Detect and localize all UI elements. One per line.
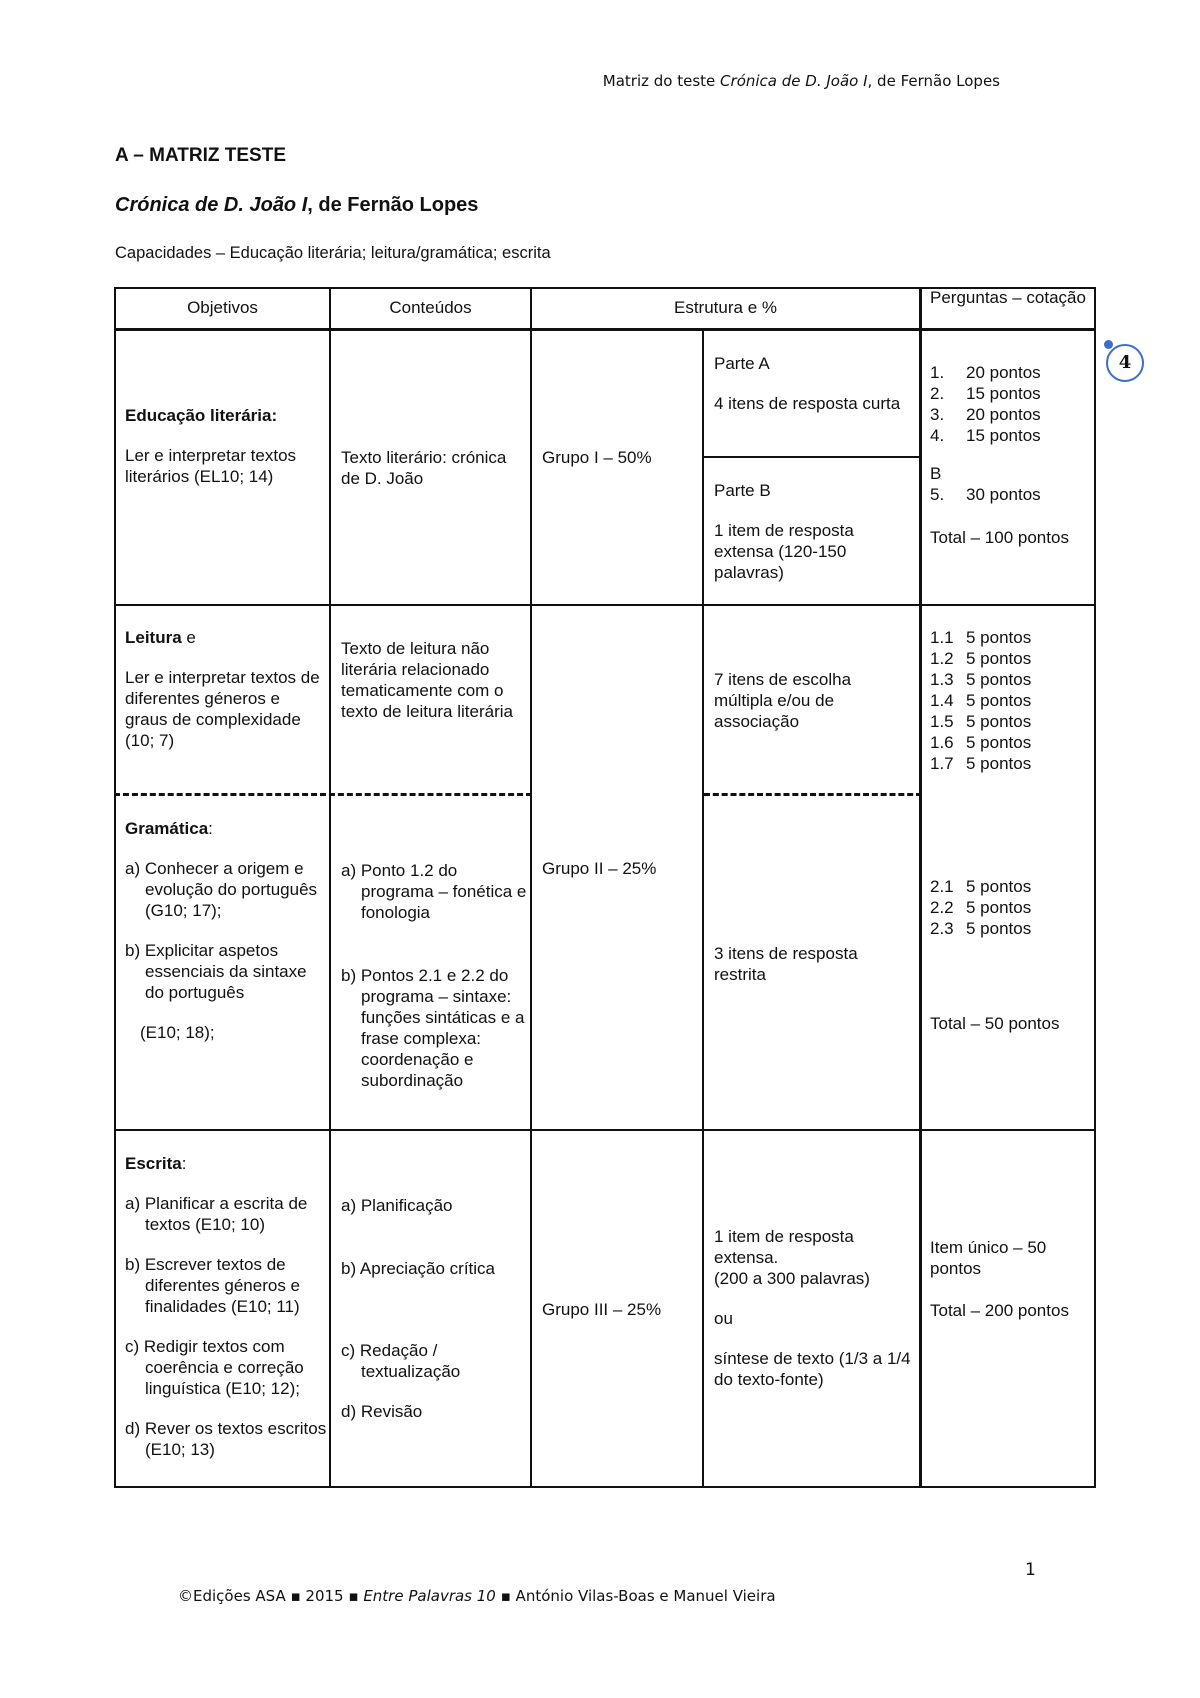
row3-cont-b: b) Pontos 2.1 e 2.2 do programa – sintaxe: funções sintáticas e a frase complexa: coordenação e subordinação	[341, 966, 525, 1090]
header-prefix: Matriz do teste	[602, 72, 721, 90]
col2-divider	[530, 287, 532, 1488]
parte-b-title: Parte B	[714, 481, 771, 500]
row1-total: Total – 100 pontos	[930, 528, 1069, 547]
capacidades-line: Capacidades – Educação literária; leitura/gramática; escrita	[115, 244, 551, 262]
col3-divider-b	[702, 1130, 704, 1487]
pontos-item: 2. 15 pontos	[930, 384, 1041, 403]
parte-a-title: Parte A	[714, 354, 770, 373]
pontos-item: 5. 30 pontos	[930, 485, 1041, 504]
row4-conteudo	[341, 1195, 529, 1441]
col4-divider	[919, 287, 922, 1488]
row1-grupo: Grupo I – 50%	[542, 448, 652, 467]
row2-obj-text: Ler e interpretar textos de diferentes géneros e graus de complexidade (10; 7)	[125, 668, 320, 750]
header-title: Crónica de D. João I	[720, 72, 868, 90]
page-number: 1	[1025, 1560, 1036, 1580]
row3-obj-b: b) Explicitar aspetos essenciais da sintaxe do português	[125, 941, 307, 1002]
table-right-border	[1094, 287, 1096, 1488]
row1-obj-title: Educação literária:	[125, 406, 278, 425]
pontos-item: 4. 15 pontos	[930, 426, 1041, 445]
row3-pontos	[930, 876, 1092, 1034]
col-header-perguntas: Perguntas – cotação	[930, 288, 1086, 307]
pontos-item: 1.2 5 pontos	[930, 649, 1032, 668]
row3-objetivos: Gramática: a) Conhecer a origem e evolução do português (G10; 17); b) Explicitar aspetos essenciais da sintaxe do português (E10; 18);	[125, 818, 327, 1062]
running-header	[603, 72, 1000, 90]
header-suffix: , de Fernão Lopes	[867, 72, 1000, 90]
row4-pontos-text: Item único – 50 pontos	[930, 1238, 1047, 1278]
row4-obj-d: d) Rever os textos escritos (E10; 13)	[125, 1419, 327, 1459]
row3-total: Total – 50 pontos	[930, 1014, 1060, 1033]
row3-cont-a: a) Ponto 1.2 do programa – fonética e fonologia	[341, 861, 527, 922]
col1-divider	[329, 287, 331, 1488]
table-bottom-border	[114, 1486, 1096, 1488]
col-header-conteudos: Conteúdos	[389, 298, 472, 317]
pontos-item: 3. 20 pontos	[930, 405, 1041, 424]
row4-obj-a: a) Planificar a escrita de textos (E10; 10)	[125, 1194, 308, 1234]
row4-obj-c: c) Redigir textos com coerência e correção linguística (E10; 12);	[125, 1337, 304, 1398]
header-bottom-border	[114, 328, 1096, 331]
row1-objetivos	[125, 405, 325, 506]
row1-bottom-border	[114, 604, 1096, 606]
row1-pontos	[930, 362, 1092, 548]
section-heading: A – MATRIZ TESTE	[115, 145, 286, 166]
row3-obj-a: a) Conhecer a origem e evolução do português (G10; 17);	[125, 859, 318, 920]
row2-grupo: Grupo II – 25%	[542, 859, 657, 878]
row3-obj-b2: (E10; 18);	[140, 1023, 215, 1042]
pontos-item: 2.1 5 pontos	[930, 877, 1032, 896]
row1-parte-b	[714, 480, 914, 602]
row4-grupo: Grupo III – 25%	[542, 1300, 662, 1319]
footer-part1: ©Edições ASA ▪ 2015 ▪	[178, 1587, 364, 1605]
row4-pontos	[930, 1237, 1092, 1340]
pontos-item: 1.6 5 pontos	[930, 733, 1032, 752]
parte-divider	[704, 456, 922, 458]
row4-estr-2: (200 a 300 palavras)	[714, 1269, 870, 1288]
parte-b-text: 1 item de resposta extensa (120-150 palavras)	[714, 521, 854, 582]
row2-objetivos: Leitura e Ler e interpretar textos de diferentes géneros e graus de complexidade (10; 7)	[125, 627, 327, 770]
col3-divider-a	[702, 329, 704, 1130]
page-footer	[178, 1587, 776, 1605]
pontos-item: 2.2 5 pontos	[930, 898, 1032, 917]
row4-total: Total – 200 pontos	[930, 1301, 1069, 1320]
row3-conteudo	[341, 860, 529, 1110]
row2-estrutura: 7 itens de escolha múltipla e/ou de associação	[714, 670, 852, 731]
pontos-item: 1.5 5 pontos	[930, 712, 1032, 731]
row2-pontos	[930, 627, 1092, 774]
row4-obj-title: Escrita	[125, 1154, 182, 1173]
table-left-border	[114, 287, 116, 1488]
row4-cont-d: d) Revisão	[341, 1402, 423, 1421]
document-title	[115, 194, 478, 217]
col-header-estrutura: Estrutura e %	[674, 298, 777, 317]
row4-estr-3: síntese de texto (1/3 a 1/4 do texto-fonte)	[714, 1349, 911, 1389]
row4-estrutura	[714, 1226, 914, 1409]
row2-obj-title: Leitura	[125, 628, 182, 647]
row4-cont-a: a) Planificação	[341, 1196, 453, 1215]
footer-book: Entre Palavras 10	[363, 1587, 496, 1605]
row1-obj-text: Ler e interpretar textos literários (EL10; 14)	[125, 446, 297, 486]
row4-estr-1: 1 item de resposta extensa.	[714, 1227, 854, 1267]
row4-cont-b: b) Apreciação crítica	[341, 1259, 496, 1278]
pontos-item: 1.4 5 pontos	[930, 691, 1032, 710]
col-header-objetivos: Objetivos	[187, 298, 258, 317]
row4-cont-c: c) Redação / textualização	[341, 1341, 461, 1381]
pontos-item: 1. 20 pontos	[930, 363, 1041, 382]
comment-count-badge[interactable]: 4	[1106, 344, 1144, 382]
pontos-item: 1.7 5 pontos	[930, 754, 1032, 773]
row2-conteudo: Texto de leitura não literária relacionado tematicamente com o texto de leitura literária	[341, 639, 513, 721]
row3-obj-title: Gramática	[125, 819, 209, 838]
b-label: B	[930, 464, 942, 483]
title-italic: Crónica de D. João I	[115, 194, 308, 216]
row1-conteudo: Texto literário: crónica de D. João	[341, 448, 507, 488]
pontos-item: 1.1 5 pontos	[930, 628, 1032, 647]
row4-obj-b: b) Escrever textos de diferentes géneros e finalidades (E10; 11)	[125, 1255, 300, 1316]
dashed-divider-right	[704, 793, 922, 796]
footer-part2: ▪ António Vilas-Boas e Manuel Vieira	[495, 1587, 776, 1605]
pontos-item: 2.3 5 pontos	[930, 919, 1032, 938]
row4-objetivos: Escrita: a) Planificar a escrita de textos (E10; 10) b) Escrever textos de diferentes géneros e finalidades (E10; 11) c) Redigir textos com coerência e correção linguística (E10; 12); d) Rever os textos escritos (E10; 13)	[125, 1154, 327, 1459]
row3-bottom-border	[114, 1129, 1096, 1131]
row1-parte-a	[714, 353, 914, 433]
dashed-divider-left	[114, 793, 532, 796]
title-rest: , de Fernão Lopes	[307, 194, 479, 216]
pontos-item: 1.3 5 pontos	[930, 670, 1032, 689]
row4-estr-ou: ou	[714, 1309, 733, 1328]
row3-estrutura: 3 itens de resposta restrita	[714, 944, 858, 984]
parte-a-text: 4 itens de resposta curta	[714, 394, 901, 413]
